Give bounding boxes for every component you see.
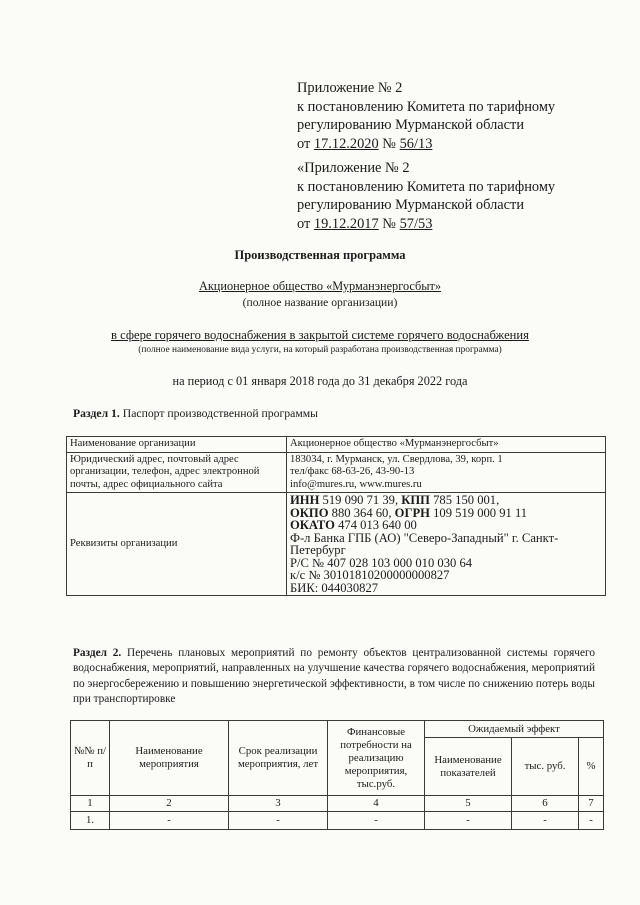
bik-line: БИК: 044030827 [290, 580, 379, 595]
appendix-2017-number: 57/53 [399, 215, 433, 232]
col-header-indicator: Наименование показателей [425, 738, 512, 796]
table-cell: - [512, 812, 579, 830]
passport-key: Наименование организации [67, 437, 287, 453]
table-row [67, 493, 606, 596]
passport-value [287, 452, 606, 493]
address-line: 183034, г. Мурманск, ул. Свердлова, 39, корп. 1 [290, 453, 503, 465]
passport-key: Юридический адрес, почтовый адрес организации, телефон, адрес электронной почты, адрес официального сайта [67, 452, 287, 493]
okpo-value: 880 364 60, [328, 505, 395, 520]
appendix-2017-date-prefix: от [297, 215, 314, 232]
appendix-2020-line1: Приложение № 2 [297, 80, 403, 96]
col-header-num: №№ п/п [71, 721, 110, 796]
appendix-2020-date: 17.12.2020 [313, 135, 379, 152]
table-row [67, 437, 606, 453]
appendix-2017-block [297, 159, 555, 233]
appendix-2020-line2: к постановлению Комитета по тарифному [297, 98, 556, 115]
email-line: info@mures.ru, www.mures.ru [290, 478, 422, 490]
appendix-2017-line2: к постановлению Комитета по тарифному [297, 178, 556, 195]
table-row [67, 452, 606, 493]
passport-value: Акционерное общество «Мурманэнергосбыт» [287, 437, 606, 453]
organization-name: Акционерное общество «Мурманэнергосбыт» [198, 279, 442, 293]
col-header-term: Срок реализации мероприятия, лет [229, 721, 328, 796]
measures-table [70, 720, 604, 830]
section1-label: Раздел 1. [73, 407, 120, 420]
appendix-2020-number: 56/13 [399, 135, 433, 152]
section2-label: Раздел 2. [73, 647, 122, 659]
section2-text: Перечень плановых мероприятий по ремонту объектов централизованной системы горячего водоснабжения, мероприятий, направленных на улучшение качества горячего водоснабжения, мероприятий по энергосбережению и повышению энергетической эффективности, в том числе по снижению потерь воды при транспортировке [73, 647, 595, 706]
appendix-2017-num-prefix: № [378, 215, 400, 232]
appendix-2017-date-line [297, 215, 555, 234]
table-header-row [71, 721, 604, 738]
okato-value: 474 013 640 00 [334, 518, 417, 532]
service-sphere: в сфере горячего водоснабжения в закрытой системе горячего водоснабжения [111, 328, 529, 342]
appendix-2020-line3: регулированию Мурманской области [297, 117, 525, 134]
column-number: 5 [425, 796, 512, 812]
kpp-label: КПП [401, 493, 430, 507]
kpp-value: 785 150 001, [429, 493, 500, 507]
table-cell: - [579, 812, 604, 830]
column-number: 1 [71, 796, 110, 812]
document-title: Производственная программа [234, 248, 406, 262]
appendix-2020-block [297, 79, 555, 153]
column-number: 6 [512, 796, 579, 812]
section2-heading [73, 646, 595, 708]
table-row [71, 812, 604, 830]
inn-label: ИНН [290, 493, 320, 507]
appendix-2017-line3: регулированию Мурманской области [297, 197, 525, 214]
column-number: 7 [579, 796, 604, 812]
col-header-name: Наименование мероприятия [110, 721, 229, 796]
section1-heading [73, 407, 318, 420]
appendix-2020-num-prefix: № [378, 135, 400, 152]
ogrn-value: 109 519 000 91 11 [429, 505, 528, 520]
program-period: на период с 01 января 2018 года до 31 декабря 2022 года [172, 374, 468, 388]
inn-value: 519 090 71 39, [319, 493, 402, 507]
rs-line: Р/С № 407 028 103 000 010 030 64 [290, 555, 473, 570]
table-cell: - [229, 812, 328, 830]
ogrn-label: ОГРН [394, 505, 430, 520]
passport-table [66, 436, 606, 596]
appendix-2020-date-prefix: от [297, 135, 314, 152]
ks-line: к/с № 30101810200000000827 [290, 568, 450, 582]
col-header-finance: Финансовые потребности на реализацию мероприятия, тыс.руб. [328, 721, 425, 796]
appendix-2017-line1: «Приложение № 2 [297, 160, 410, 176]
service-caption: (полное наименование вида услуги, на который разработана производственная программа) [138, 345, 502, 355]
table-cell: 1. [71, 812, 110, 830]
col-header-thousand: тыс. руб. [512, 738, 579, 796]
okato-label: ОКАТО [290, 518, 335, 532]
okpo-label: ОКПО [290, 505, 329, 520]
col-header-percent: % [579, 738, 604, 796]
column-number-row [71, 796, 604, 812]
requisites-value [287, 493, 606, 596]
column-number: 4 [328, 796, 425, 812]
appendix-2017-date: 19.12.2017 [313, 215, 379, 232]
phone-line: тел/факс 68-63-26, 43-90-13 [290, 466, 415, 477]
passport-key: Реквизиты организации [67, 493, 287, 596]
table-cell: - [328, 812, 425, 830]
appendix-2020-date-line [297, 135, 555, 154]
column-number: 2 [110, 796, 229, 812]
organization-caption: (полное название организации) [242, 296, 398, 309]
section1-text: Паспорт производственной программы [119, 407, 318, 420]
table-cell: - [110, 812, 229, 830]
okato-line [290, 519, 602, 532]
col-header-effect: Ожидаемый эффект [425, 721, 604, 738]
bank-line: Ф-л Банка ГПБ (АО) "Северо-Западный" г. Санкт-Петербург [290, 530, 559, 557]
column-number: 3 [229, 796, 328, 812]
table-cell: - [425, 812, 512, 830]
